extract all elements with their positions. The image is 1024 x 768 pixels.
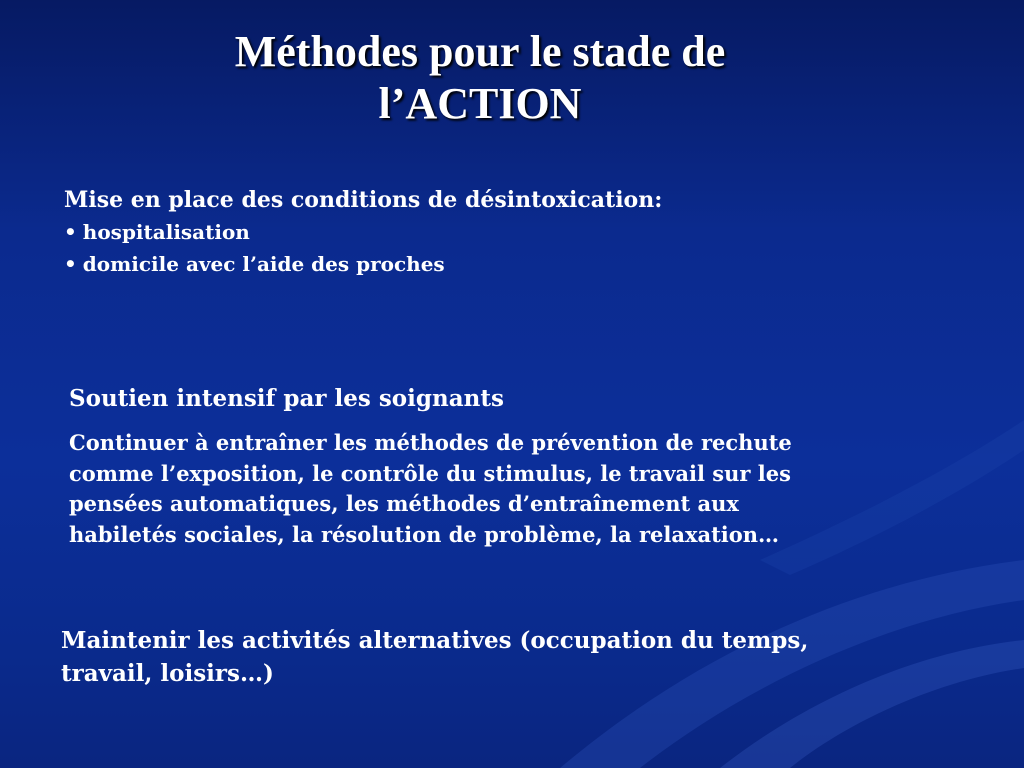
title-line-2: l’ACTION: [378, 79, 582, 128]
bullet-item: [64, 248, 944, 280]
bullet-icon: •: [64, 220, 77, 244]
title-line-1: Méthodes pour le stade de: [234, 27, 726, 76]
intensive-support-heading: Soutien intensif par les soignants: [69, 385, 504, 412]
bullet-text: hospitalisation: [82, 220, 250, 244]
paragraph-line: travail, loisirs…): [61, 660, 274, 687]
alternative-activities-paragraph: [61, 624, 961, 690]
detox-conditions-heading: Mise en place des conditions de désintoxication:: [64, 187, 663, 213]
paragraph-line: Continuer à entraîner les méthodes de prévention de rechute: [69, 430, 792, 455]
slide-title: [0, 26, 960, 130]
paragraph-line: Maintenir les activités alternatives (occupation du temps,: [61, 627, 809, 654]
paragraph-line: pensées automatiques, les méthodes d’entraînement aux: [69, 491, 739, 516]
paragraph-line: habiletés sociales, la résolution de problème, la relaxation…: [69, 521, 780, 547]
bullet-item: [64, 216, 944, 248]
bullet-text: domicile avec l’aide des proches: [82, 252, 445, 276]
intensive-support-paragraph: [69, 428, 929, 550]
detox-conditions-section: [64, 184, 944, 280]
intensive-support-section: [69, 382, 949, 550]
bullet-icon: •: [64, 252, 77, 276]
paragraph-line: comme l’exposition, le contrôle du stimulus, le travail sur les: [69, 460, 791, 486]
alternative-activities-section: [61, 624, 961, 690]
